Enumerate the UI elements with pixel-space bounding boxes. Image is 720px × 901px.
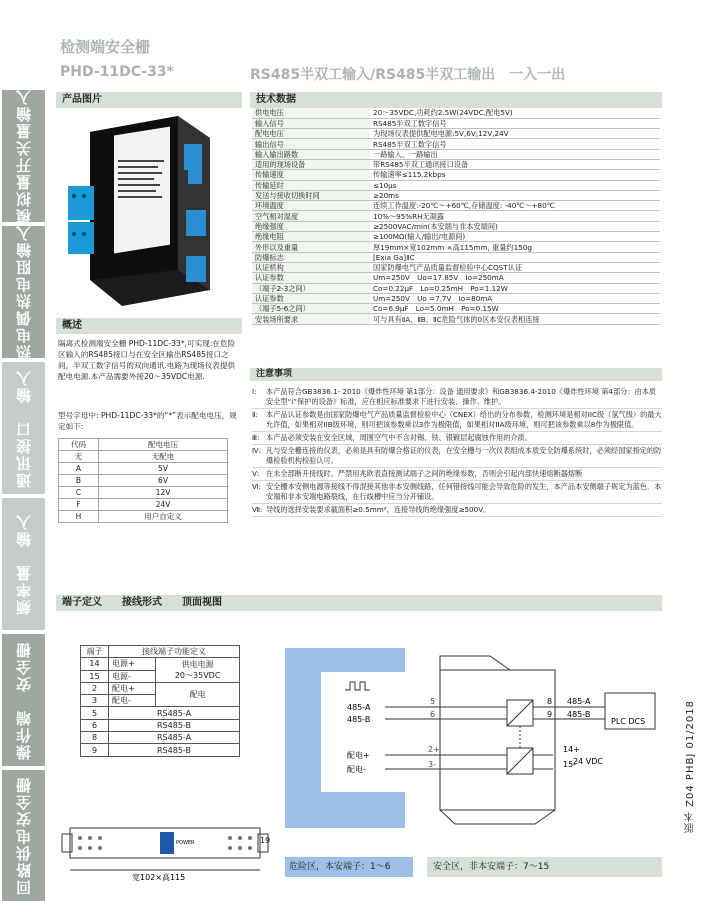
version-note: 版本 Z04 PHBJ 01/2018 <box>685 700 696 834</box>
spec-value: 一路输入、一路输出 <box>370 149 660 159</box>
spec-key: 适用的现场设备 <box>252 159 370 169</box>
terminal-number: 8 <box>81 732 109 744</box>
spec-key: 外形以及重量 <box>252 242 370 252</box>
spec-value: ≥100MΩ(输入/输出/电源间) <box>370 232 660 242</box>
vdc-label: 24 VDC <box>573 757 603 766</box>
terminal-number: 5 <box>81 707 109 719</box>
terminal-table <box>80 645 240 757</box>
power-group-label: 供电电源 20～35VDC <box>156 658 240 683</box>
spec-key: 输出信号 <box>252 139 370 149</box>
code-row <box>59 463 228 475</box>
spec-value: 连续工作温度:-20℃～+60℃,存储温度: -40℃～+80℃ <box>370 201 660 211</box>
spec-row <box>252 129 660 139</box>
note-item <box>252 481 662 504</box>
spec-value: 20～35VDC,功耗约2.5W(24VDC,配电5V) <box>370 108 660 118</box>
spec-value: RS485半双工数字信号 <box>370 139 660 149</box>
spec-value: 可与具有ⅡA、ⅡB、ⅡC危险气体的0区本安仪表相连接 <box>370 314 660 324</box>
spec-key: 认证机构 <box>252 262 370 272</box>
term3: 3- <box>428 760 436 769</box>
photo-section-bar: 产品图片 <box>56 92 242 108</box>
spec-value: ≥2500VAC/min(本安端与非本安端间) <box>370 221 660 231</box>
sidebar-tab-label: 模拟量开关量输入 <box>15 88 33 224</box>
spec-row <box>252 149 660 159</box>
right-485b: 485-B <box>567 710 591 719</box>
width-label: 宽102×高115 <box>132 873 186 882</box>
terminal-function: 配电+ <box>109 682 156 694</box>
term9: 9 <box>547 710 553 719</box>
code-header-row <box>59 439 228 451</box>
note-number: Ⅱ: <box>252 410 258 419</box>
spec-key: 空气相对湿度 <box>252 211 370 221</box>
spec-key: 防爆标志 <box>252 252 370 262</box>
spec-key: （端子2-3之间） <box>252 283 370 293</box>
spec-row <box>252 108 660 118</box>
model-number: PHD-11DC-33* <box>60 64 174 80</box>
overview-section-bar: 概述 <box>56 318 242 334</box>
spec-key: 绝缘强度 <box>252 221 370 231</box>
code-cell: 24V <box>99 499 228 511</box>
terminal-function: RS485-B <box>109 719 240 731</box>
terminal-function: 电源+ <box>109 658 156 670</box>
note-text: 本产品必须安装在安全区域，周围空气中不含对锡、铁、银镀层起腐蚀作用的介质。 <box>266 433 532 442</box>
note-number: Ⅶ: <box>252 505 263 514</box>
note-item <box>252 409 662 432</box>
spec-row <box>252 139 660 149</box>
left-485a: 485-A <box>347 703 371 712</box>
terminal-function: 配电- <box>109 695 156 707</box>
note-text: 安全栅本安侧电源等接线不得混接其他非本安侧线路，任何错接线可能会导致危险的发生．本产品本安侧端子规定为蓝色．本安端和非本安端电路裂线，在行线槽中应当分开铺设。 <box>266 482 662 501</box>
note-text: 凡与安全栅连接的仪表，必须是具有防爆合格证的仪表，在安全栅与一次仪表组成本质安全防爆系统时，必须经国家指定的防爆检验机构检验认可。 <box>266 446 662 465</box>
left-485b: 485-B <box>347 715 371 724</box>
terminal-header-row <box>81 646 240 658</box>
spec-row <box>252 273 660 283</box>
sidebar-tab-label: 频率量 输入 <box>15 513 33 615</box>
overview-text: 隔离式检测端安全栅 PHD-11DC-33*,可实现:在危险区输入的RS485接口与在安全区输出RS485接口之间，半双工数字信号的双向通讯.电路为现场仪表提供配电电源.本产品需要外接20～35VDC电源. <box>58 339 236 381</box>
terminal-row <box>81 658 240 670</box>
spec-value: 带RS485半双工通讯接口设备 <box>370 159 660 169</box>
code-cell: C <box>59 487 99 499</box>
note-item <box>252 386 662 409</box>
spec-row <box>252 314 660 324</box>
spec-key: 配电电压 <box>252 129 370 139</box>
code-cell: 6V <box>99 475 228 487</box>
terminal-number: 9 <box>81 744 109 756</box>
spec-value: ≤10μs <box>370 180 660 190</box>
note-text: 本产品符合GB3836.1- 2010《爆炸性环境 第1部分：设备 通用要求》和GB3836.4-2010《爆炸性环境 第4部分：由本质安全型“i”保护的设备》标准，应在相应标准要求下进行安装、操作、维护。 <box>266 387 657 406</box>
spec-value: ≥20ms <box>370 190 660 200</box>
sidebar-tab[interactable] <box>2 498 45 630</box>
sidebar-tab-label: 回路供电安全栅 <box>15 776 33 895</box>
spec-key: 安装场所要求 <box>252 314 370 324</box>
code-cell: 无 <box>59 451 99 463</box>
sidebar-tab-label: 通讯接口 输入 <box>15 368 33 488</box>
terminal-number: 2 <box>81 682 109 694</box>
spec-row <box>252 211 660 221</box>
terminal-row <box>81 682 240 694</box>
code-header: 配电电压 <box>99 439 228 451</box>
note-item <box>252 432 662 445</box>
sidebar-tab[interactable] <box>2 770 45 901</box>
spec-value: Co=0.22μF Lo=0.25mH Po=1.12W <box>370 283 660 293</box>
wiring-diagram <box>285 648 665 828</box>
terminal-row <box>81 707 240 719</box>
function-title: RS485半双工输入/RS485半双工输出 一入一出 <box>250 67 566 83</box>
code-cell: A <box>59 463 99 475</box>
terminal-function: 电源- <box>109 670 156 682</box>
code-row <box>59 451 228 463</box>
power-label: POWER <box>176 840 195 846</box>
spec-key: 发送与接收切换时间 <box>252 190 370 200</box>
code-cell: F <box>59 499 99 511</box>
spec-key: 输入输出路数 <box>252 149 370 159</box>
note-item <box>252 504 662 517</box>
terminal-row <box>81 744 240 756</box>
note-number: Ⅵ: <box>252 482 262 491</box>
spec-key: 传输延时 <box>252 180 370 190</box>
plc-label: PLC DCS <box>611 717 646 726</box>
term14: 14+ <box>563 745 580 754</box>
code-row <box>59 487 228 499</box>
hazard-zone-label: 危险区，本安端子：1～6 <box>285 857 413 877</box>
terminal-function: RS485-B <box>109 744 240 756</box>
terminal-number: 14 <box>81 658 109 670</box>
term5: 5 <box>430 697 436 706</box>
term8: 8 <box>547 697 553 706</box>
spec-key: 认证参数 <box>252 293 370 303</box>
sidebar <box>0 90 47 901</box>
dist-minus: 配电- <box>347 765 366 774</box>
sidebar-tab[interactable] <box>2 362 45 494</box>
spec-value: Um=250V Uo=17.85V Io=250mA <box>370 273 660 283</box>
dist-group-label: 配电 <box>156 682 240 707</box>
code-cell: B <box>59 475 99 487</box>
terminal-header: 端子 <box>81 646 109 658</box>
spec-value: RS485半双工数字信号 <box>370 118 660 128</box>
spec-table <box>252 108 660 325</box>
spec-row <box>252 242 660 252</box>
spec-key: 输入信号 <box>252 118 370 128</box>
terminal-number: 15 <box>81 670 109 682</box>
spec-row <box>252 170 660 180</box>
terminal-function: RS485-A <box>109 732 240 744</box>
spec-value: [Exia Ga]ⅡC <box>370 252 660 262</box>
spec-value: 传输速率≤115.2kbps <box>370 170 660 180</box>
spec-value: 10%～95%RH无凝露 <box>370 211 660 221</box>
spec-key: 环境温度 <box>252 201 370 211</box>
top-view-drawing <box>60 820 275 884</box>
note-text: 导线的选择安装要求截面积≥0.5mm²，连接导线的绝缘强度≥500V。 <box>266 505 491 514</box>
sidebar-tab-label: 操作端 安全栅 <box>15 640 33 760</box>
tech-section-bar: 技术数据 <box>250 92 662 108</box>
term6: 6 <box>430 710 436 719</box>
code-cell: 用户自定义 <box>99 511 228 523</box>
note-number: Ⅲ: <box>252 433 260 442</box>
terminal-function: RS485-A <box>109 707 240 719</box>
terminal-row <box>81 732 240 744</box>
spec-row <box>252 252 660 262</box>
terminal-header: 接线端子功能定义 <box>109 646 240 658</box>
spec-row <box>252 180 660 190</box>
sidebar-tab[interactable] <box>2 226 45 358</box>
spec-row <box>252 293 660 303</box>
note-item <box>252 445 662 468</box>
notes-list <box>252 386 662 517</box>
thickness-label: 19 <box>260 836 271 845</box>
code-cell: H <box>59 511 99 523</box>
spec-row <box>252 262 660 272</box>
spec-key: 传输速度 <box>252 170 370 180</box>
spec-key: （端子5-6之间） <box>252 304 370 314</box>
sidebar-tab-label: 热电偶热电阻输入 <box>15 224 33 360</box>
spec-row <box>252 221 660 231</box>
spec-key: 供电电压 <box>252 108 370 118</box>
sidebar-tab[interactable] <box>2 90 45 222</box>
spec-row <box>252 232 660 242</box>
spec-row <box>252 201 660 211</box>
dist-plus: 配电+ <box>347 751 370 760</box>
spec-value: Co=6.9μF Lo=5.0mH Po=0.15W <box>370 304 660 314</box>
term15: 15- <box>563 760 577 769</box>
code-cell: 12V <box>99 487 228 499</box>
note-item <box>252 468 662 481</box>
spec-row <box>252 304 660 314</box>
product-photo <box>60 110 240 310</box>
code-row <box>59 499 228 511</box>
code-row <box>59 475 228 487</box>
spec-key: 认证参数 <box>252 273 370 283</box>
spec-value: 厚19mm×宽102mm ×高115mm, 重量约150g <box>370 242 660 252</box>
product-title: 检测端安全栅 <box>60 38 151 56</box>
spec-row <box>252 190 660 200</box>
code-row <box>59 511 228 523</box>
code-header: 代码 <box>59 439 99 451</box>
spec-value: 国家防爆电气产品质量监督检验中心CQST认证 <box>370 262 660 272</box>
term2: 2+ <box>428 745 440 754</box>
code-cell: 5V <box>99 463 228 475</box>
terminal-number: 3 <box>81 695 109 707</box>
spec-row <box>252 283 660 293</box>
terminal-number: 6 <box>81 719 109 731</box>
code-cell: 无配电 <box>99 451 228 463</box>
model-note: 型号字母中: PHD-11DC-33*的“*”表示配电电压，规定如下: <box>58 411 237 431</box>
wiring-section-bar: 端子定义 接线形式 顶面视图 <box>56 595 662 611</box>
spec-row <box>252 118 660 128</box>
safe-zone-label: 安全区，非本安端子：7～15 <box>427 857 662 877</box>
spec-row <box>252 159 660 169</box>
spec-key: 绝缘电阻 <box>252 232 370 242</box>
spec-value: 为现场仪表提供配电电源:5V,6V;12V,24V <box>370 129 660 139</box>
spec-value: Um=250V Uo =7.7V Io=80mA <box>370 293 660 303</box>
sidebar-tab[interactable] <box>2 634 45 766</box>
terminal-row <box>81 719 240 731</box>
right-485a: 485-A <box>567 697 591 706</box>
notes-section-bar: 注意事项 <box>250 368 662 381</box>
note-number: Ⅰ: <box>252 387 257 396</box>
note-number: Ⅳ: <box>252 446 262 455</box>
code-table <box>58 438 228 523</box>
note-text: 本产品认证参数是由国家防爆电气产品质量监督检验中心（CNEX）给出的分布参数，检测环境是相对IIC级（氢气级）的最大允许值，如果相对IIB级环境，则可把该参数乘以3作为极限值，如果相对IIA级环境，则可把该参数乘以8作为极限值。 <box>266 410 662 429</box>
note-text: 在未全部断开接线时，严禁用兆欧表直接测试端子之间的绝缘参数，否则会引起内部快速熔断器熔断 <box>266 469 583 478</box>
note-number: Ⅴ: <box>252 469 260 478</box>
